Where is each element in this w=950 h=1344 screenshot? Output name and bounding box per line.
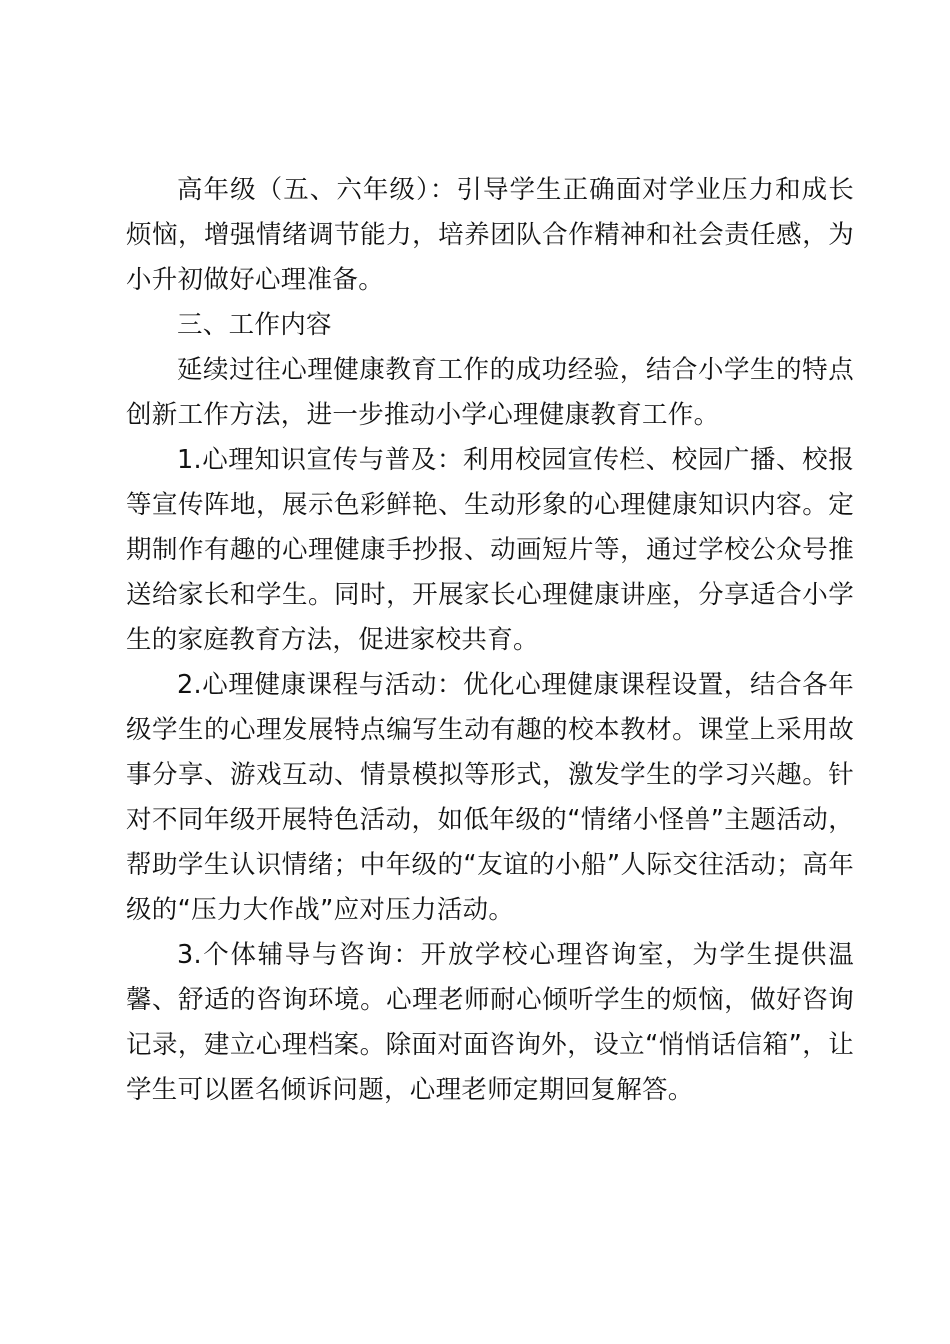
paragraph-knowledge-promotion: 1.心理知识宣传与普及：利用校园宣传栏、校园广播、校报等宣传阵地，展示色彩鲜艳、生动形象的心理健康知识内容。定期制作有趣的心理健康手抄报、动画短片等，通过学校公众号推送给家长和学生。同时，开展家长心理健康讲座，分享适合小学生的家庭教育方法，促进家校共育。 xyxy=(126,445,854,655)
document-page xyxy=(126,168,854,1113)
paragraph-counseling: 3.个体辅导与咨询：开放学校心理咨询室，为学生提供温馨、舒适的咨询环境。心理老师耐心倾听学生的烦恼，做好咨询记录，建立心理档案。除面对面咨询外，设立“悄悄话信箱”，让学生可以匿名倾诉问题，心理老师定期回复解答。 xyxy=(126,940,854,1105)
paragraph-senior-grade-goals: 高年级（五、六年级）：引导学生正确面对学业压力和成长烦恼，增强情绪调节能力，培养团队合作精神和社会责任感，为小升初做好心理准备。 xyxy=(126,175,854,295)
paragraph-courses-activities: 2.心理健康课程与活动：优化心理健康课程设置，结合各年级学生的心理发展特点编写生动有趣的校本教材。课堂上采用故事分享、游戏互动、情景模拟等形式，激发学生的学习兴趣。针对不同年级开展特色活动，如低年级的“情绪小怪兽”主题活动，帮助学生认识情绪；中年级的“友谊的小船”人际交往活动；高年级的“压力大作战”应对压力活动。 xyxy=(126,670,854,925)
section-heading-work-content: 三、工作内容 xyxy=(177,310,332,340)
paragraph-work-overview: 延续过往心理健康教育工作的成功经验，结合小学生的特点创新工作方法，进一步推动小学心理健康教育工作。 xyxy=(126,355,854,430)
